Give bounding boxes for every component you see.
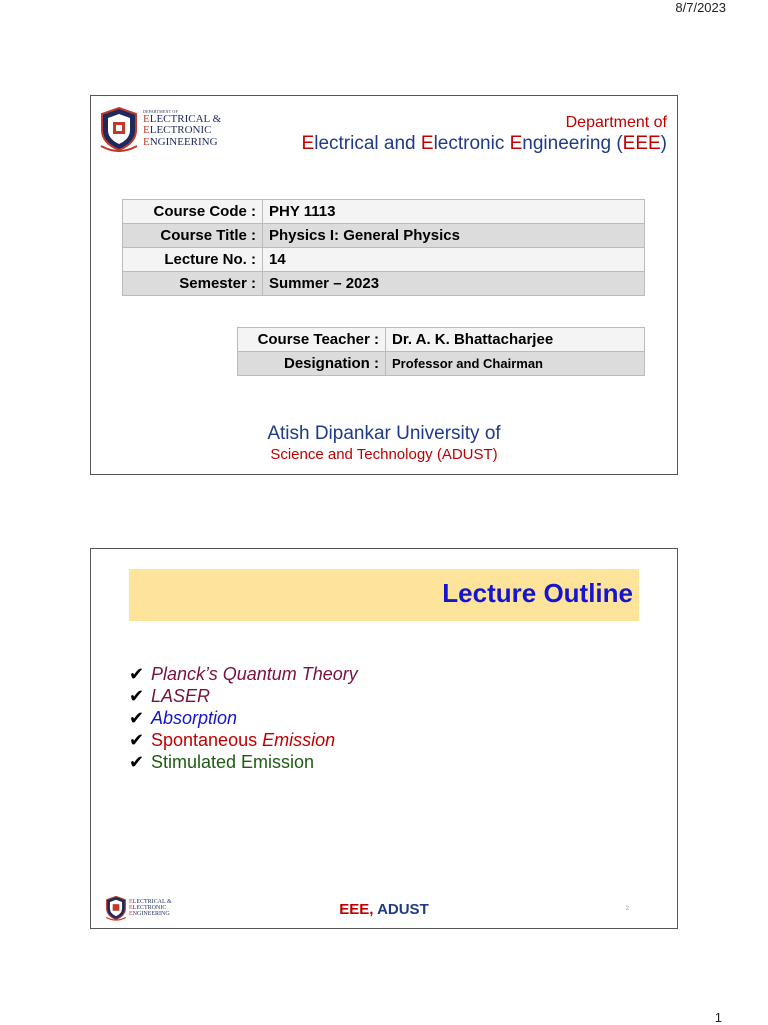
course-teacher-value: Dr. A. K. Bhattacharjee [386,328,645,352]
dept-name-part: E [420,133,434,154]
semester-value: Summer – 2023 [263,272,645,296]
logo-initial: E [143,135,150,148]
logo-line-3: NGINEERING [149,135,218,148]
list-item-text: Stimulated Emission [151,752,315,772]
course-teacher-label: Course Teacher : [238,328,386,352]
logo-line-0: DEPARTMENT OF [143,108,178,114]
logo-line-2: LECTRONIC [132,904,167,911]
title-banner [129,569,639,621]
outline-list [129,663,358,773]
university-name-line-2: Science and Technology (ADUST) [270,446,498,463]
logo-initial: E [129,911,133,918]
list-item [129,707,358,729]
logo-line-3: NGINEERING [132,911,170,918]
lecture-no-label: Lecture No. : [123,248,263,272]
checkmark-icon: ✔ [129,686,145,706]
dept-name-part: E [509,133,523,154]
list-item [129,663,358,685]
dept-name-part: EEE [622,133,661,154]
logo-line-1: LECTRICAL & [149,112,222,125]
dept-name-part: ngineering ( [522,133,623,154]
checkmark-icon: ✔ [129,730,145,750]
logo-line-1: LECTRICAL & [132,898,172,905]
logo-line-2: LECTRONIC [149,124,212,137]
dept-name-part: E [301,133,315,154]
list-item-text: Planck’s Quantum Theory [151,664,358,684]
table-row [123,272,645,296]
logo-initial: E [143,112,150,125]
semester-label: Semester : [123,272,263,296]
table-row [123,200,645,224]
shield-icon [99,106,139,152]
course-code-value: PHY 1113 [263,200,645,224]
list-item [129,751,358,773]
logo-initial: E [129,898,133,905]
course-code-label: Course Code : [123,200,263,224]
dept-name-part: lectrical and [314,133,421,154]
checkmark-icon: ✔ [129,664,145,684]
list-item-text: Emission [262,730,336,750]
list-item-text: Absorption [151,708,238,728]
logo-text [143,110,221,149]
slide-title-page [90,95,678,475]
course-title-value: Physics I: General Physics [263,224,645,248]
department-of-label: Department of [565,114,667,131]
university-name-line-1: Atish Dipankar University of [267,423,501,444]
department-name [302,133,667,155]
footer-dept: EEE, [339,901,378,918]
slide-lecture-outline [90,548,678,929]
footer-university: ADUST [377,901,429,918]
table-row [123,248,645,272]
list-item [129,685,358,707]
table-row [238,352,645,376]
course-title-label: Course Title : [123,224,263,248]
slide-title: Lecture Outline [442,578,633,608]
print-date: 8/7/2023 [675,0,726,15]
teacher-info-table [237,327,645,376]
list-item-text: LASER [151,686,211,706]
logo-initial: E [129,904,133,911]
logo-initial: E [143,124,150,137]
table-row [123,224,645,248]
list-item-text: Spontaneous [151,730,263,750]
list-item [129,729,358,751]
lecture-no-value: 14 [263,248,645,272]
designation-label: Designation : [238,352,386,376]
dept-name-part: ) [660,133,667,154]
table-row [238,328,645,352]
checkmark-icon: ✔ [129,752,145,772]
department-logo [99,106,221,152]
slide-footer [91,898,677,918]
checkmark-icon: ✔ [129,708,145,728]
dept-name-part: lectronic [433,133,510,154]
designation-value: Professor and Chairman [386,352,645,376]
page-number: 1 [714,1010,722,1025]
course-info-table [122,199,645,296]
slide-number: 2 [625,906,629,912]
